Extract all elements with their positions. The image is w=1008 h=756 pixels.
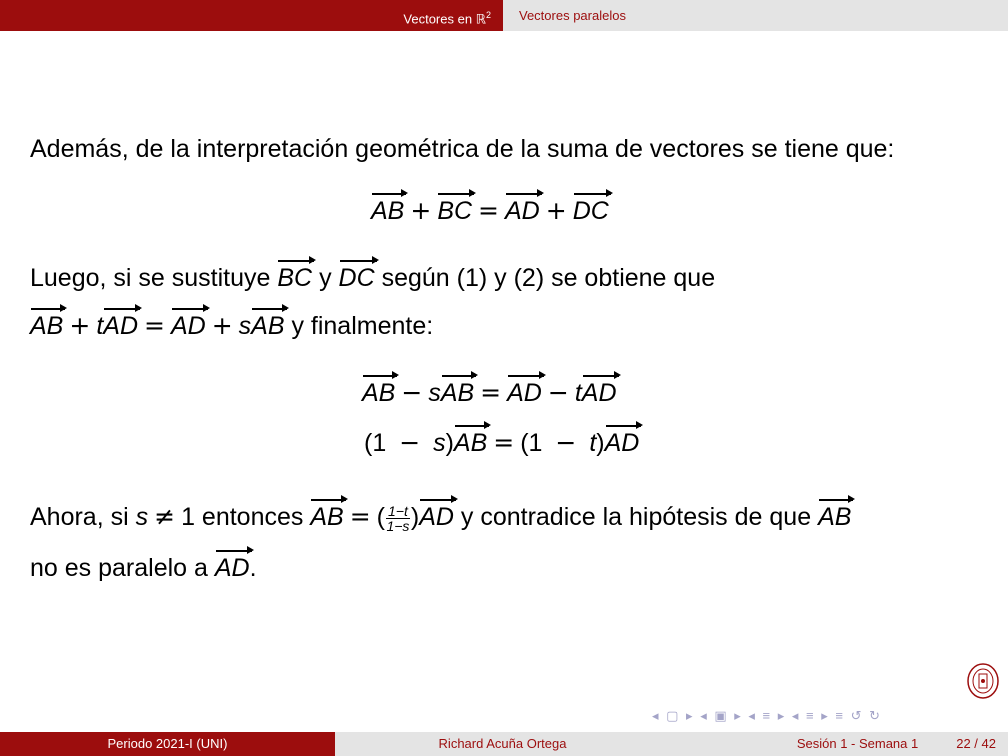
equation-1 — [371, 196, 609, 226]
header-bar — [0, 0, 1008, 31]
ahora-text-2: 1 entonces — [181, 503, 304, 531]
ahora-text-3: y contradice la hipótesis de que — [460, 503, 812, 531]
page-number: 22 / 42 — [956, 736, 996, 751]
nav-first-icon[interactable]: ◂ ▢ ▸ — [652, 708, 695, 723]
ahora-line — [30, 502, 851, 533]
equals-sign: = — [478, 196, 499, 225]
vector-ab: AB — [818, 503, 852, 531]
footer-author: Richard Acuña Ortega — [335, 732, 670, 756]
paren-open: ( — [376, 503, 385, 531]
header-subsection[interactable] — [503, 0, 1008, 31]
nav-frame-icon[interactable]: ◂ ▣ ▸ — [700, 708, 743, 723]
factor-1-minus-t: (1 − t) — [520, 428, 605, 457]
plus-sign: + — [69, 311, 91, 340]
footer-session — [670, 732, 1008, 756]
university-seal-icon — [966, 662, 1000, 700]
fraction — [386, 504, 410, 533]
fraction-numerator: 1−t — [388, 502, 408, 519]
scalar-s: s — [238, 312, 252, 340]
minus-sign: − — [401, 378, 423, 407]
footer-session-label: Sesión 1 - Semana 1 — [796, 736, 919, 751]
section-title: Vectores en ℝ — [403, 11, 486, 27]
plus-sign: + — [211, 311, 233, 340]
factor-1-minus-s: (1 − s) — [364, 428, 454, 457]
vector-bc: BC — [277, 264, 313, 292]
vector-ad: AD — [505, 197, 540, 225]
conclusion-text: no es paralelo a — [30, 554, 208, 582]
equals-sign: = — [144, 311, 165, 340]
vector-ab: AB — [310, 503, 344, 531]
scalar-s: s — [428, 379, 441, 407]
luego-line — [30, 264, 715, 293]
nav-align-icon[interactable]: ≡ — [835, 708, 845, 723]
substitution-line — [30, 311, 433, 341]
nav-search-icon[interactable]: ↺ ↻ — [850, 708, 882, 723]
fraction-denominator: 1−s — [386, 517, 410, 534]
equals-sign: = — [480, 378, 502, 407]
header-section[interactable] — [0, 0, 503, 31]
vector-dc: DC — [572, 197, 609, 225]
vector-ab: AB — [440, 379, 475, 407]
nav-subsection-icon[interactable]: ◂ ≡ ▸ — [791, 708, 830, 723]
plus-sign: + — [410, 196, 432, 225]
plus-sign: + — [545, 196, 567, 225]
footer-bar — [0, 732, 1008, 756]
equals-sign: = — [493, 428, 515, 457]
footer-period: Periodo 2021-I (UNI) — [0, 732, 335, 756]
ahora-text: Ahora, si — [30, 503, 129, 531]
conclusion-line — [30, 554, 257, 583]
vector-ad: AD — [170, 312, 206, 340]
vector-ab: AB — [30, 312, 64, 340]
luego-text: Luego, si se sustituye — [30, 264, 271, 292]
section-title-sup: 2 — [485, 10, 491, 20]
period: . — [249, 554, 257, 582]
finalmente-text: y finalmente: — [291, 312, 434, 340]
vector-ad: AD — [581, 379, 617, 407]
luego-text-2: según (1) y (2) se obtiene que — [381, 264, 716, 292]
vector-ad: AD — [419, 503, 454, 531]
vector-ab: AB — [371, 197, 405, 225]
nav-section-icon[interactable]: ◂ ≡ ▸ — [748, 708, 787, 723]
minus-sign: − — [547, 378, 569, 407]
vector-dc: DC — [338, 264, 375, 292]
scalar-t: t — [574, 379, 582, 407]
beamer-navigation — [652, 708, 882, 724]
vector-ad: AD — [604, 429, 640, 457]
vector-ab: AB — [453, 429, 488, 457]
vector-ab: AB — [362, 379, 396, 407]
vector-ab: AB — [251, 312, 285, 340]
conj-y: y — [319, 264, 332, 292]
intro-text: Además, de la interpretación geométrica de la suma de vectores se tiene que: — [30, 135, 895, 163]
equation-2 — [362, 378, 617, 408]
vector-ad: AD — [214, 554, 250, 582]
equals-sign: = — [349, 502, 371, 531]
equation-3 — [364, 428, 639, 458]
scalar-t: t — [96, 312, 104, 340]
subsection-title: Vectores paralelos — [519, 8, 626, 23]
vector-ad: AD — [103, 312, 138, 340]
scalar-s: s — [135, 503, 149, 531]
vector-ad: AD — [507, 379, 542, 407]
vector-bc: BC — [437, 197, 473, 225]
paren-close: ) — [410, 503, 420, 531]
not-equal-sign: ≠ — [154, 502, 176, 531]
